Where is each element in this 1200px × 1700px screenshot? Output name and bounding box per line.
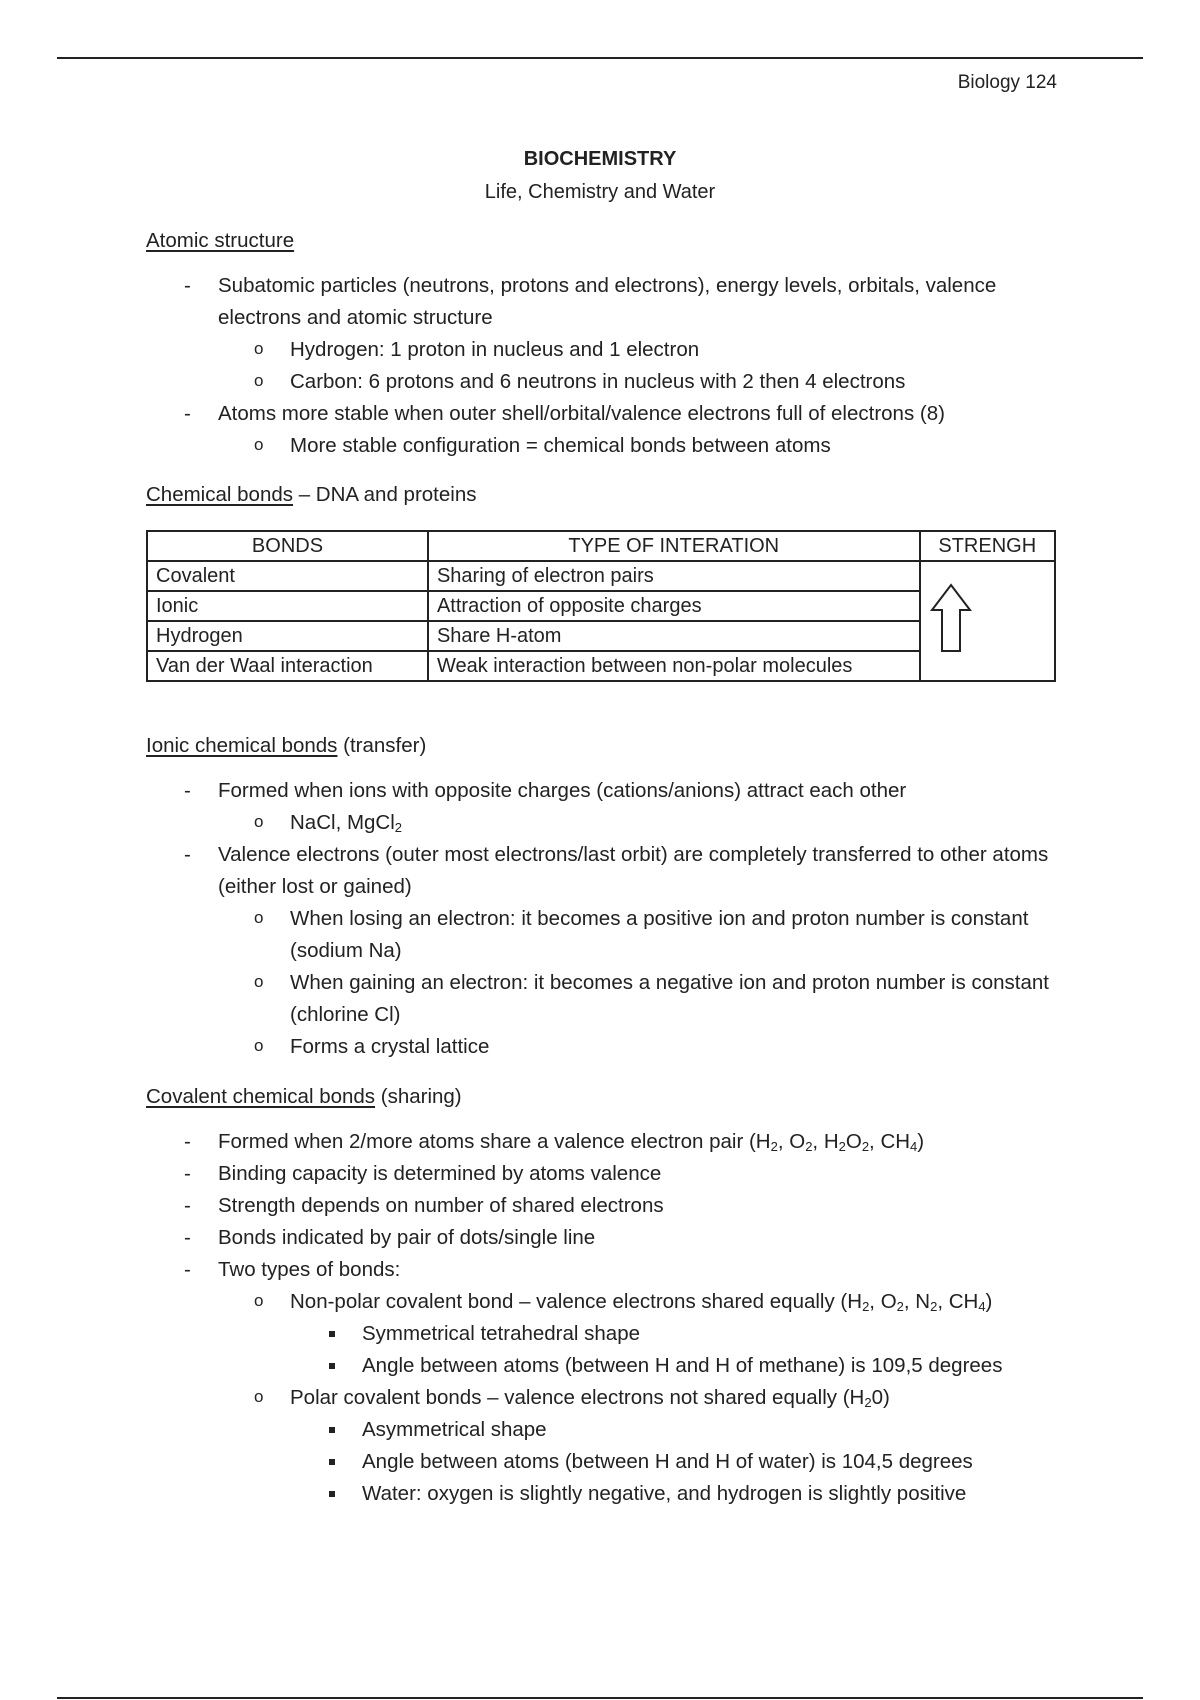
document-subtitle: Life, Chemistry and Water: [484, 181, 716, 203]
table-header-row: [147, 531, 1055, 561]
list-item: - Formed when 2/more atoms share a valence electron pair ($H_2$, $O_2$, $H_2O_2$, $CH_4$): [146, 1126, 1066, 1158]
table-cell: Van der Waal interaction: [147, 651, 428, 681]
list-item: o Non-polar covalent bond – valence electrons shared equally ($H_2$, $O_2$, $N_2$, $CH_4$) Symmetrical tetrahedral shape Angle between atoms (between H and H of methane) is 109,5 degrees: [218, 1286, 1066, 1382]
table-row: [147, 561, 1055, 591]
table-row: [147, 591, 1055, 621]
list-item: Asymmetrical shape: [290, 1414, 1066, 1446]
list-item: o When losing an electron: it becomes a positive ion and proton number is constant (sodium Na): [218, 903, 1066, 967]
table-header: TYPE OF INTERATION: [428, 531, 920, 561]
section-heading: Chemical bonds – DNA and proteins: [146, 483, 477, 506]
table-header: STRENGH: [920, 531, 1055, 561]
list-item: - Bonds indicated by pair of dots/single line: [146, 1222, 1066, 1254]
list-item: o Polar covalent bonds – valence electrons not shared equally $(H_20)$ Asymmetrical shape Angle between atoms (between H and H of water) is 104,5 degrees Water: oxygen is slightly negative, and hydrogen is slightly positive: [218, 1382, 1066, 1510]
list-item: - Valence electrons (outer most electrons/last orbit) are completely transferred to other atoms (either lost or gained) o When losing an electron: it becomes a positive ion and proton number is constant (sodium Na) o When gaining an electron: it becomes a negative ion and proton number is constant (chlorine Cl) o Forms a crystal lattice: [146, 839, 1066, 1063]
list-item: - Formed when ions with opposite charges (cations/anions) attract each other o NaCl, MgCl$_2$: [146, 775, 1066, 839]
bullet-list: [146, 270, 1066, 462]
section-covalent-bonds: [146, 1082, 1066, 1510]
list-item: Symmetrical tetrahedral shape: [290, 1318, 1066, 1350]
table-cell: Sharing of electron pairs: [428, 561, 920, 591]
list-item: - Two types of bonds: o Non-polar covalent bond – valence electrons shared equally ($H_2$, $O_2$, $N_2$, $CH_4$) Symmetrical tetrahedral shape Angle between atoms (between H and H of methane) is 109,5 degrees o Polar covalent bonds – valence electrons not shared equally $(H_20)$ Asymmetrical shape Angle between atoms (between H and H of water) is 104,5 degrees Water: oxygen is slightly negative, and hydrogen is slightly positive: [146, 1254, 1066, 1510]
bullet-list: [146, 1126, 1066, 1510]
top-rule: [57, 57, 1143, 59]
table-cell: Hydrogen: [147, 621, 428, 651]
section-atomic-structure: [146, 226, 1066, 462]
bottom-rule: [57, 1697, 1143, 1699]
section-heading: Atomic structure: [146, 229, 295, 252]
table-row: [147, 651, 1055, 681]
table-cell: Weak interaction between non-polar molecules: [428, 651, 920, 681]
section-chemical-bonds: [146, 480, 1066, 510]
section-heading: Covalent chemical bonds (sharing): [146, 1085, 462, 1108]
table-cell: Ionic: [147, 591, 428, 621]
up-arrow-icon: [929, 582, 973, 654]
list-item: o Carbon: 6 protons and 6 neutrons in nucleus with 2 then 4 electrons: [218, 366, 1066, 398]
list-item: Angle between atoms (between H and H of methane) is 109,5 degrees: [290, 1350, 1066, 1382]
bullet-list: [146, 775, 1066, 1063]
list-item: - Strength depends on number of shared electrons: [146, 1190, 1066, 1222]
table-cell: Attraction of opposite charges: [428, 591, 920, 621]
document-title: BIOCHEMISTRY: [523, 148, 677, 170]
table-header: BONDS: [147, 531, 428, 561]
section-heading: Ionic chemical bonds (transfer): [146, 734, 427, 757]
table-row: [147, 621, 1055, 651]
list-item: Water: oxygen is slightly negative, and hydrogen is slightly positive: [290, 1478, 1066, 1510]
strength-cell: [920, 561, 1055, 681]
list-item: - Subatomic particles (neutrons, protons and electrons), energy levels, orbitals, valence electrons and atomic structure o Hydrogen: 1 proton in nucleus and 1 electron o Carbon: 6 protons and 6 neutrons in nucleus with 2 then 4 electrons: [146, 270, 1066, 398]
list-item: o NaCl, MgCl$_2$: [218, 807, 1066, 839]
list-item: Angle between atoms (between H and H of water) is 104,5 degrees: [290, 1446, 1066, 1478]
list-item: - Atoms more stable when outer shell/orbital/valence electrons full of electrons (8) o More stable configuration = chemical bonds between atoms: [146, 398, 1066, 462]
section-ionic-bonds: [146, 731, 1066, 1063]
course-label: Biology 124: [957, 72, 1057, 93]
title-block: [0, 148, 1200, 204]
bonds-table: [146, 530, 1056, 682]
list-item: o Hydrogen: 1 proton in nucleus and 1 electron: [218, 334, 1066, 366]
list-item: - Binding capacity is determined by atoms valence: [146, 1158, 1066, 1190]
table-cell: Covalent: [147, 561, 428, 591]
table-cell: Share H-atom: [428, 621, 920, 651]
list-item: o Forms a crystal lattice: [218, 1031, 1066, 1063]
list-item: o More stable configuration = chemical bonds between atoms: [218, 430, 1066, 462]
list-item: o When gaining an electron: it becomes a negative ion and proton number is constant (chlorine Cl): [218, 967, 1066, 1031]
